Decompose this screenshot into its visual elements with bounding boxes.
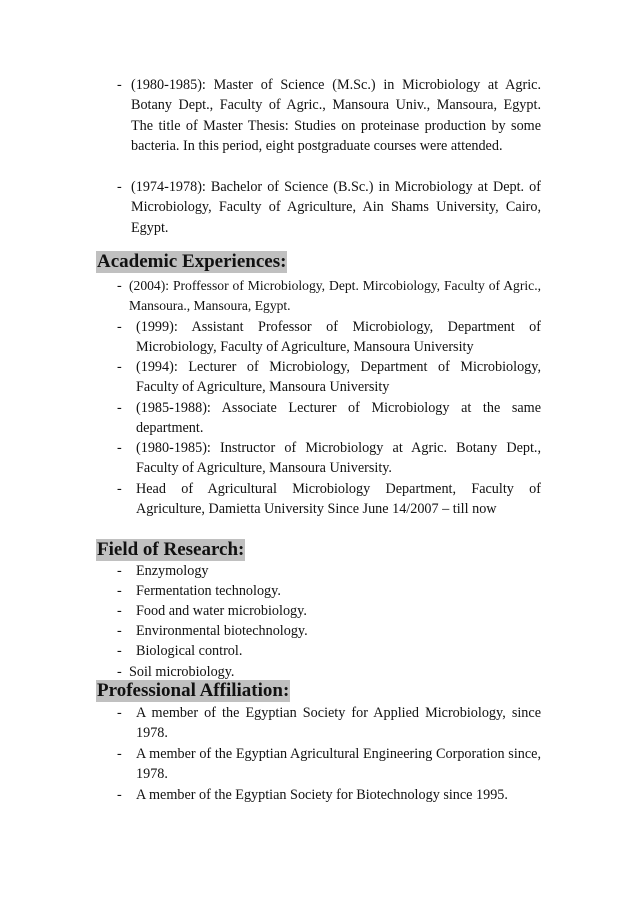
list-item-text: A member of the Egyptian Society for Biotechnology since 1995. xyxy=(136,787,508,803)
list-bullet: - xyxy=(117,623,122,639)
list-item xyxy=(117,785,541,805)
list-bullet: - xyxy=(117,603,122,619)
list-item xyxy=(117,479,541,520)
list-item xyxy=(117,177,541,238)
list-bullet: - xyxy=(117,583,122,599)
list-item-text: Environmental biotechnology. xyxy=(136,623,308,639)
list-bullet: - xyxy=(117,440,122,456)
list-bullet: - xyxy=(117,787,122,803)
list-item xyxy=(117,641,541,661)
list-item-text: Food and water microbiology. xyxy=(136,603,307,619)
list-item-text: (1980-1985): Instructor of Microbiology at Agric. Botany Dept., Faculty of Agriculture, Mansoura University. xyxy=(136,440,541,477)
list-item xyxy=(117,561,541,581)
section-heading-academic: Academic Experiences: xyxy=(97,251,287,272)
section-heading-research: Field of Research: xyxy=(97,539,245,560)
list-item-text: (1994): Lecturer of Microbiology, Department of Microbiology, Faculty of Agriculture, Mansoura University xyxy=(136,359,541,396)
list-item-text: A member of the Egyptian Agricultural Engineering Corporation since, 1978. xyxy=(136,746,541,783)
list-bullet: - xyxy=(117,77,122,93)
list-bullet: - xyxy=(117,319,122,335)
list-bullet: - xyxy=(117,359,122,375)
list-bullet: - xyxy=(117,563,122,579)
section-heading-affiliation: Professional Affiliation: xyxy=(97,680,290,701)
list-item xyxy=(117,744,541,785)
list-bullet: - xyxy=(117,664,122,680)
list-item xyxy=(117,703,541,744)
list-item-text: Soil microbiology. xyxy=(129,664,235,680)
list-item xyxy=(117,398,541,439)
list-item-text: Biological control. xyxy=(136,643,243,659)
list-item xyxy=(117,621,541,641)
list-item-text: (1974-1978): Bachelor of Science (B.Sc.) in Microbiology at Dept. of Microbiology, Faculty of Agriculture, Ain Shams University, Cairo, Egypt. xyxy=(131,179,541,236)
list-bullet: - xyxy=(117,481,122,497)
list-item xyxy=(117,75,541,156)
list-item-text: (1999): Assistant Professor of Microbiology, Department of Microbiology, Faculty of Agriculture, Mansoura University xyxy=(136,319,541,356)
list-item xyxy=(117,581,541,601)
list-bullet: - xyxy=(117,179,122,195)
list-item-text: (1980-1985): Master of Science (M.Sc.) in Microbiology at Agric. Botany Dept., Faculty of Agric., Mansoura Univ., Mansoura, Egypt. The title of Master Thesis: Studies on proteinase production by some bacteria. In this period, eight postgraduate courses were attended. xyxy=(131,77,541,154)
list-item-text: Fermentation technology. xyxy=(136,583,281,599)
list-item-text: (2004): Proffessor of Microbiology, Dept. Mircobiology, Faculty of Agric., Mansoura., Mansoura, Egypt. xyxy=(129,278,541,314)
list-bullet: - xyxy=(117,400,122,416)
list-item-text: A member of the Egyptian Society for Applied Microbiology, since 1978. xyxy=(136,705,541,742)
list-item-text: Head of Agricultural Microbiology Department, Faculty of Agriculture, Damietta University Since June 14/2007 – till now xyxy=(136,481,541,518)
list-bullet: - xyxy=(117,643,122,659)
list-item xyxy=(117,317,541,358)
list-bullet: - xyxy=(117,705,122,721)
list-item xyxy=(117,601,541,621)
list-item xyxy=(117,357,541,398)
list-bullet: - xyxy=(117,278,122,294)
list-item-text: (1985-1988): Associate Lecturer of Microbiology at the same department. xyxy=(136,400,541,437)
list-item-text: Enzymology xyxy=(136,563,209,579)
list-bullet: - xyxy=(117,746,122,762)
list-item xyxy=(117,438,541,479)
list-item xyxy=(117,276,541,317)
